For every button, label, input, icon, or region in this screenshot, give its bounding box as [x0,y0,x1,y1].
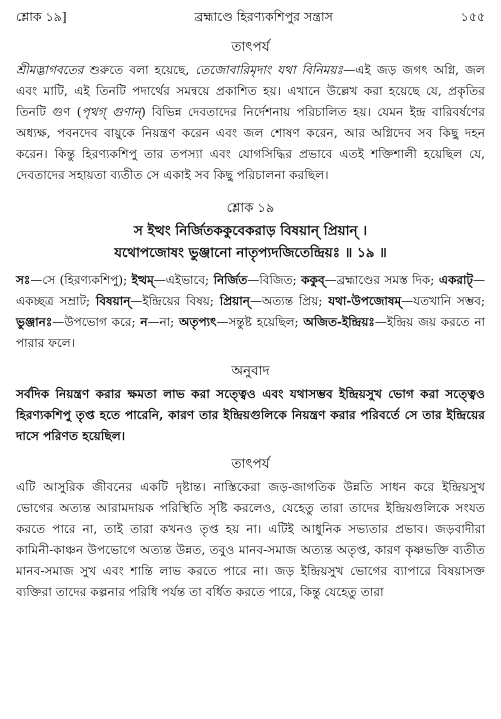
verse-line-1: স ইত্থং নির্জিতককুবেকরাড় বিষয়ান্ প্রিয়ান্ । [133,223,368,239]
synonym-meaning: —না; [147,315,180,329]
word-for-word-synonyms [16,270,485,354]
purport-heading-1: তাৎপর্য [231,39,270,55]
synonym-word: ইত্থম্ [131,273,154,287]
purport-text-b: —এই জড় জগৎ অগ্নি, জল এবং মাটি, এই তিনটি পদার্থের সমন্বয়ে প্রকাশিত হয়। এখানে উল্লেখ করা হয়েছে যে, প্রকৃতির তিনটি গুণ ( [16,63,485,119]
book-page [16,8,485,603]
synonym-word: ভুঞ্জানঃ [16,315,53,329]
synonym-word: অতৃপ্যৎ [179,315,217,329]
purport-paragraph-1 [16,60,485,186]
synonym-meaning: —ইন্দ্রিয়ের বিষয়; [130,294,220,308]
synonym-word: প্রিয়ান্ [219,294,250,308]
synonym-word: অজিত-ইন্দ্রিয়ঃ [303,315,375,329]
synonym-meaning: —অত্যন্ত প্রিয়; [249,294,329,308]
synonym-meaning: —সন্তুষ্ট হয়েছিল; [216,315,304,329]
translation-text: সর্বদিক নিয়ন্ত্রণ করার ক্ষমতা লাভ করা সত্ত্বেও এবং যথাসম্ভব ইন্দ্রিয়সুখ ভোগ করা সত্ত্বেও হিরণ্যকশিপু তৃপ্ত হতে পারেনি, কারণ তার ইন্দ্রিয়গুলিকে নিয়ন্ত্রণ করার পরিবর্তে সে তার ইন্দ্রিয়ের দাসে পরিণত হয়েছিল। [16,387,485,443]
verse-label: শ্লোক ১৯ [226,201,275,216]
verse-line-2: যথোপজোষং ভুঞ্জানো নাতৃপ্যদজিতেন্দ্রিয়ঃ ॥ ১৯ ॥ [114,245,387,261]
purport-paragraph-2: এটি আসুরিক জীবনের একটি দৃষ্টান্ত। নাস্তিকেরা জড়-জাগতিক উন্নতি সাধন করে ইন্দ্রিয়সুখ ভোগের অত্যন্ত আরামদায়ক পরিস্থিতি সৃষ্টি করলেও, যেহেতু তারা তাদের ইন্দ্রিয়গুলিকে সংযত করতে পারে না, তাই তারা কখনও তৃপ্ত হয় না। এটিই আধুনিক সভ্যতার প্রভাব। জড়বাদীরা কামিনী-কাঞ্চন উপভোগে অত্যন্ত উন্নত, তবুও মানব-সমাজ অত্যন্ত অতৃপ্ত, কারণ কৃষ্ণভক্তি ব্যতীত মানব-সমাজ সুখ এবং শান্তি লাভ করতে পারে না। জড় ইন্দ্রিয়সুখ ভোগের ব্যাপারে বিষয়াসক্ত ব্যক্তিরা তাদের কল্পনার পরিধি পর্যন্ত তা বর্ধিত করতে পারে, কিন্তু যেহেতু তারা [16,480,485,599]
synonym-word: বিষয়ান্ [95,294,131,308]
header-chapter-title: ব্রহ্মাণ্ডে হিরণ্যকশিপুর সন্ত্রাস [194,9,333,24]
synonym-word: ককুব্ [301,273,325,287]
synonym-word: একরাট্ [438,273,473,287]
synonym-word: যথা-উপজোষম্ [328,294,402,308]
synonym-word: সঃ [16,273,31,287]
synonym-meaning: —যতখানি সম্ভব; [401,294,486,308]
synonym-meaning: —একচ্ছত্র সম্রাট; [16,273,485,308]
synonym-meaning: —সে (হিরণ্যকশিপু); [30,273,132,287]
purport-heading-2: তাৎপর্য [231,456,270,472]
synonym-meaning: —ইন্দ্রিয় জয় করতে না পারার ফলে। [16,315,486,350]
purport-italic-quote: তেজোবারিমৃদাং যথা বিনিময়ঃ [195,63,344,77]
synonym-word: ন [140,315,148,329]
synonym-meaning: —এইভাবে; [153,273,214,287]
header-verse-ref: শ্লোক ১৯] [16,9,67,24]
purport-text-c: ) বিভিন্ন দেবতাদের নির্দেশনায় পরিচালিত হয়। যেমন ইন্দ্র বারিবর্ষণের অধ্যক্ষ, পবনদেব বায়ুকে নিয়ন্ত্রণ করেন এবং জল শোষণ করেন, আর অগ্নিদেব সব কিছু দহন করেন। কিন্তু হিরণ্যকশিপু তার তপস্যা এবং যোগসিদ্ধির প্রভাবে এতই শক্তিশালী হয়েছিল যে, দেবতাদের সহায়তা ব্যতীত সে একাই সব কিছু পরিচালনা করছিল। [16,105,486,182]
purport-italic-source: শ্রীমদ্ভাগবতের [16,63,84,77]
purport-italic-term: পৃথগ্ গুণান্ [81,105,141,119]
synonym-word: নির্জিত [213,273,248,287]
running-header [16,8,485,30]
translation-heading: অনুবাদ [231,363,270,379]
synonym-meaning: —বিজিত; [247,273,302,287]
synonym-meaning: —ব্রহ্মাণ্ডের সমস্ত দিক; [324,273,439,287]
page-number: ১৫৫ [460,9,485,24]
purport-text-a: শুরুতে বলা হয়েছে, [83,63,196,77]
synonym-meaning: —উপভোগ করে; [52,315,141,329]
